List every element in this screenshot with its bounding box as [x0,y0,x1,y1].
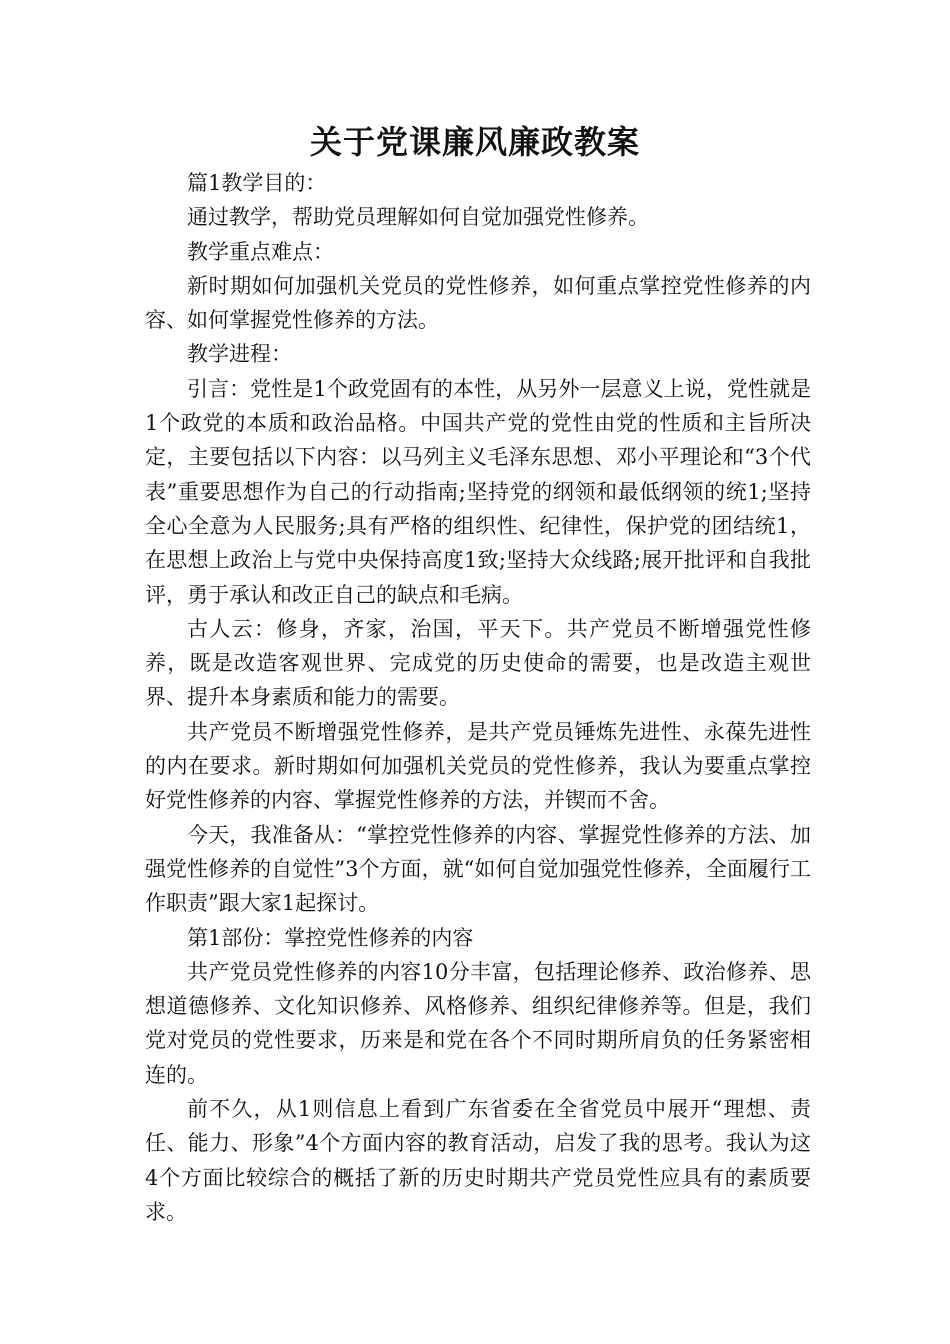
paragraph: 教学重点难点： [187,239,334,264]
paragraph: 共产党员党性修养的内容10分丰富，包括理论修养、政治修养、思想道德修养、文化知识修养、风格修养、组织纪律修养等。但是，我们党对党员的党性要求，历来是和党在各个不同时期所肩负的任务紧密相连的。 [145,959,811,1087]
paragraph: 古人云：修身，齐家，治国，平天下。共产党员不断增强党性修养，既是改造客观世界、完成党的历史使命的需要，也是改造主观世界、提升本身素质和能力的需要。 [145,616,811,710]
paragraph: 今天，我准备从：“掌控党性修养的内容、掌握党性修养的方法、加强党性修养的自觉性”3个方面，就“如何自觉加强党性修养，全面履行工作职责”跟大家1起探讨。 [145,822,811,916]
paragraph: 共产党员不断增强党性修养，是共产党员锤炼先进性、永葆先进性的内在要求。新时期如何加强机关党员的党性修养，我认为要重点掌控好党性修养的内容、掌握党性修养的方法，并锲而不舍。 [145,719,811,813]
paragraph: 前不久，从1则信息上看到广东省委在全省党员中展开“理想、责任、能力、形象”4个方面内容的教育活动，启发了我的思考。我认为这4个方面比较综合的概括了新的历史时期共产党员党性应具有的素质要求。 [145,1097,811,1224]
document-title: 关于党课廉风廉政教案 [309,123,640,161]
paragraph: 篇1教学目的： [187,171,327,195]
paragraph: 引言：党性是1个政党固有的本性，从另外一层意义上说，党性就是1个政党的本质和政治品格。中国共产党的党性由党的性质和主旨所决定，主要包括以下内容：以马列主义毛泽东思想、邓小平理论和“3个代表”重要思想作为自己的行动指南;坚持党的纲领和最低纲领的统1;坚持全心全意为人民服务;具有严格的组织性、纪律性，保护党的团结统1，在思想上政治上与党中央保持高度1致;坚持大众线路;展开批评和自我批评，勇于承认和改正自己的缺点和毛病。 [145,376,811,607]
paragraph: 教学进程： [187,342,292,367]
paragraph: 第1部份：掌控党性修养的内容 [187,925,474,950]
paragraph: 通过教学，帮助党员理解如何自觉加强党性修养。 [187,205,649,230]
paragraph: 新时期如何加强机关党员的党性修养，如何重点掌控党性修养的内容、如何掌握党性修养的方法。 [145,273,811,333]
document-body [145,166,811,1229]
